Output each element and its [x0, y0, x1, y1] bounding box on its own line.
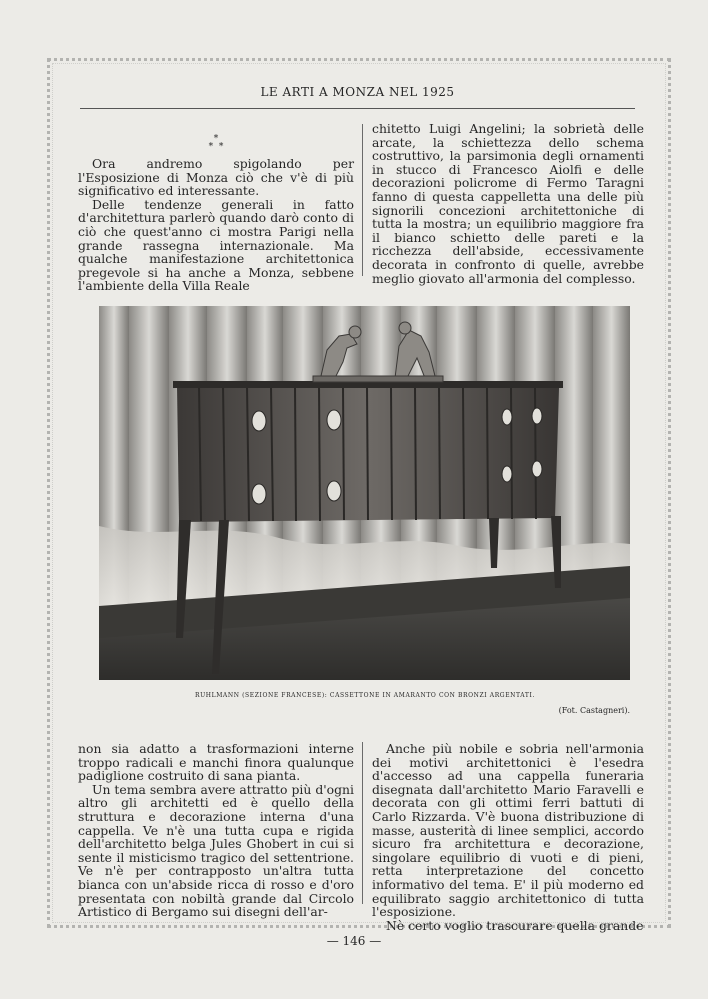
paragraph: Ora andremo spigolando per l'Esposizione di Monza ciò che v'è di più significativo ed interessante. [78, 156, 354, 199]
bottom-left-column [78, 742, 354, 919]
top-right-column [372, 122, 644, 285]
ruhlmann-cabinet-photo [99, 306, 630, 680]
paragraph: chitetto Luigi Angelini; la sobrietà delle arcate, la schiettezza dello schema costruttivo, la parsimonia degli ornamenti in stucco di Francesco Aiolfi e delle decorazioni policrome di Fermo Taragni fanno di questa cappelletta una delle più signorili concezioni architettoniche di tutta la mostra; un equilibrio maggiore fra il bianco schietto delle pareti e la ricchezza dell'abside, eccessivamente decorata in confronto di quelle, avrebbe meglio giovato all'armonia del complesso. [372, 121, 644, 286]
column-divider [362, 742, 363, 904]
section-asterism: * * * [208, 134, 224, 152]
running-head: LE ARTI A MONZA NEL 1925 [260, 85, 455, 99]
paragraph: non sia adatto a trasformazioni interne troppo radicali e manchi finora qualunque padiglione costruito di sana pianta. [78, 741, 354, 784]
top-left-column [78, 135, 354, 293]
paragraph: Nè certo voglio trascurare quella grande [386, 917, 644, 933]
column-divider [362, 124, 363, 276]
paragraph: Delle tendenze generali in fatto d'architettura parlerò quando darò conto di ciò che quest'anno ci mostra Parigi nella grande rassegna internazionale. Ma qualche manifestazione architettonica pregevole si ha anche a Monza, sebbene l'ambiente della Villa Reale [78, 196, 354, 294]
photo-illustration [99, 306, 630, 680]
photo-caption: RUHLMANN (SEZIONE FRANCESE): CASSETTONE IN AMARANTO CON BRONZI ARGENTATI. [195, 692, 535, 699]
photo-credit: (Fot. Castagneri). [558, 706, 630, 715]
page-number: — 146 — [326, 934, 382, 948]
header-rule [80, 108, 635, 109]
paragraph: Anche più nobile e sobria nell'armonia dei motivi architettonici è l'esedra d'accesso ad una cappella funeraria disegnata dall'architetto Mario Faravelli e decorata con gli ottimi ferri battuti di Carlo Rizzarda. V'è buona distribuzione di masse, austerità di linee semplici, accordo sicuro fra architettura e decorazione, singolare equilibrio di vuoti e di pieni, retta interpretazione del concetto informativo del tema. E' il più moderno ed equilibrato saggio architettonico di tutta l'esposizione. [372, 741, 644, 920]
paragraph: Un tema sembra avere attratto più d'ogni altro gli architetti ed è quello della struttura e decorazione interna d'una cappella. Ve n'è una tutta cupa e rigida dell'architetto belga Jules Ghobert in cui si sente il misticismo tragico del settentrione. Ve n'è per contrapposto un'altra tutta bianca con un'abside ricca di rosso e d'oro presentata con nobiltà grande dal Circolo Artistico di Bergamo sui disegni dell'ar- [78, 781, 354, 920]
bottom-right-column [372, 742, 644, 932]
